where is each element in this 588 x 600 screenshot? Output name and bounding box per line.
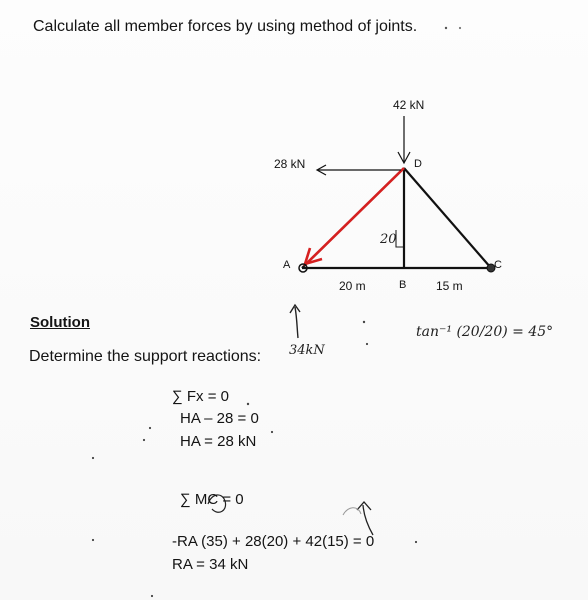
ha-equation: HA – 28 = 0 <box>180 410 259 427</box>
solution-heading: Solution <box>30 314 90 331</box>
height-handwritten: 20 <box>380 232 397 247</box>
joint-a-label: A <box>283 259 291 271</box>
load-28-label: 28 kN <box>274 157 306 171</box>
span-bc-label: 15 m <box>436 279 463 293</box>
angle-handwritten: tan⁻¹ (20/20) = 45° <box>416 324 554 340</box>
sum-mc-equation: ∑ MC = 0 <box>180 491 244 508</box>
member-dc <box>404 168 491 268</box>
sum-fx-equation: ∑ Fx = 0 <box>172 388 229 405</box>
moment-equation: -RA (35) + 28(20) + 42(15) = 0 <box>172 533 375 550</box>
joint-d-label: D <box>414 158 422 170</box>
moment-arrow-icon <box>363 505 373 535</box>
ha-value: HA = 28 kN <box>180 433 257 450</box>
support-reactions-text: Determine the support reactions: <box>29 348 262 365</box>
member-ad-highlight <box>306 168 404 264</box>
reaction-handwritten: 34kN <box>289 343 325 358</box>
ra-value: RA = 34 kN <box>172 556 249 573</box>
reaction-arrow-icon <box>295 307 298 338</box>
joint-c-label: C <box>494 259 502 271</box>
load-42-label: 42 kN <box>393 98 425 112</box>
span-ab-label: 20 m <box>339 279 366 293</box>
problem-title: Calculate all member forces by using method of joints. <box>33 18 418 35</box>
joint-b-label: B <box>399 279 407 291</box>
